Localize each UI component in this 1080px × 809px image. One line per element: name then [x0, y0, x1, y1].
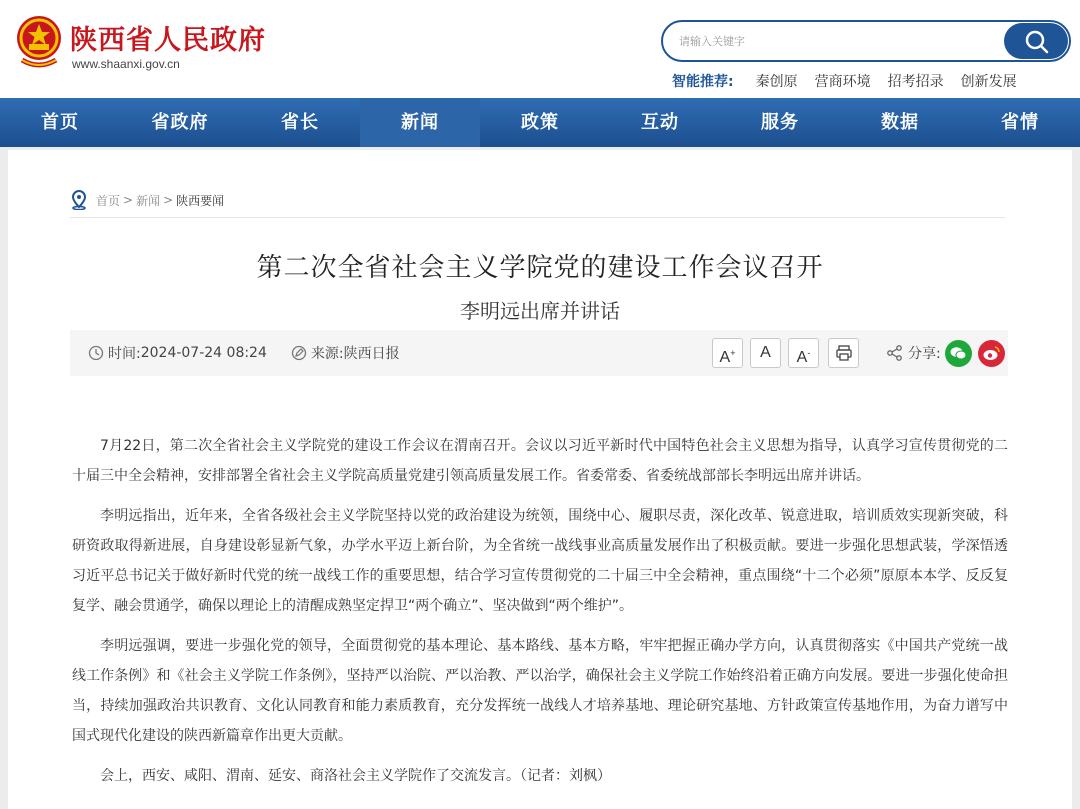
- breadcrumb-separator: >: [123, 193, 134, 207]
- article-body: [72, 431, 1008, 801]
- breadcrumb-home[interactable]: 首页: [96, 193, 121, 208]
- main-nav: [0, 98, 1080, 147]
- nav-item-home[interactable]: 首页: [41, 112, 79, 133]
- breadcrumb-news[interactable]: 新闻: [136, 193, 161, 208]
- source-icon: [291, 345, 307, 361]
- source-value: 陕西日报: [343, 346, 400, 362]
- article-meta: [88, 330, 400, 376]
- smart-recommend: [672, 71, 1034, 91]
- wechat-icon: [945, 340, 972, 367]
- article-paragraph: 会上，西安、咸阳、渭南、延安、商洛社会主义学院作了交流发言。（记者：刘枫）: [100, 768, 611, 784]
- search-button[interactable]: [1004, 23, 1068, 59]
- nav-item-governor[interactable]: 省长: [281, 112, 319, 133]
- article-paragraph: 李明远指出，近年来，全省各级社会主义学院坚持以党的政治建设为统领，围绕中心、履职尽责，深化改革、锐意进取，培训质效实现新突破，科研资政取得新进展，自身建设彰显新气象，办学水平迈上新台阶，为全省统一战线事业高质量发展作出了积极贡献。要进一步强化思想武装，学深悟透习近平总书记关于做好新时代党的统一战线工作的重要思想，结合学习宣传贯彻党的二十届三中全会精神，重点围绕“十二个必须”原原本本学、反反复复学、融会贯通学，确保以理论上的清醒成熟坚定捍卫“两个确立”、坚决做到“两个维护”。: [72, 508, 1008, 614]
- smart-recommend-label: 智能推荐:: [672, 74, 734, 90]
- smart-item[interactable]: 招考招录: [887, 74, 944, 90]
- search-box: [661, 20, 1071, 62]
- smart-item[interactable]: 秦创原: [755, 74, 798, 90]
- time-label: 时间:: [108, 346, 141, 362]
- nav-item-news[interactable]: 新闻: [360, 98, 480, 147]
- search-icon: [1024, 29, 1050, 55]
- font-large-label: A: [719, 349, 731, 366]
- clock-icon: [88, 345, 104, 361]
- weibo-icon: [978, 340, 1005, 367]
- share-label: 分享:: [908, 346, 941, 362]
- article-paragraph: 7月22日，第二次全省社会主义学院党的建设工作会议在渭南召开。会议以习近平新时代中国特色社会主义思想为指导，认真学习宣传贯彻党的二十届三中全会精神，安排部署全省社会主义学院高质量党建引领高质量发展工作。省委常委、省委统战部部长李明远出席并讲话。: [72, 438, 1008, 484]
- nav-item-province-info[interactable]: 省情: [1001, 112, 1039, 133]
- print-button[interactable]: [828, 338, 859, 368]
- national-emblem-icon: [14, 14, 64, 72]
- source-label: 来源:: [310, 346, 344, 362]
- font-size-increase-button[interactable]: A+: [712, 338, 743, 368]
- nav-item-government[interactable]: 省政府: [151, 112, 209, 133]
- share-section: [886, 330, 1005, 376]
- font-normal-label: A: [760, 344, 771, 361]
- wechat-share-button[interactable]: [945, 340, 972, 367]
- font-size-reset-button[interactable]: [750, 338, 781, 368]
- site-header: [0, 0, 1080, 98]
- weibo-share-button[interactable]: [978, 340, 1005, 367]
- location-pin-icon: [70, 190, 88, 210]
- nav-item-data[interactable]: 数据: [881, 112, 919, 133]
- print-icon: [835, 344, 853, 362]
- breadcrumb-separator: >: [163, 193, 174, 207]
- nav-item-policy[interactable]: 政策: [521, 112, 559, 133]
- site-url[interactable]: www.shaanxi.gov.cn: [72, 57, 180, 71]
- font-small-label: A: [796, 349, 808, 366]
- article-paragraph: 李明远强调，要进一步强化党的领导，全面贯彻党的基本理论、基本路线、基本方略，牢牢把握正确办学方向，认真贯彻落实《中国共产党统一战线工作条例》和《社会主义学院工作条例》，坚持严以治院、严以治教、严以治学，确保社会主义学院工作始终沿着正确方向发展。要进一步强化使命担当，持续加强政治共识教育、文化认同教育和能力素质教育，充分发挥统一战线人才培养基地、理论研究基地、方针政策宣传基地作用，为奋力谱写中国式现代化建设的陕西新篇章作出更大贡献。: [72, 638, 1008, 744]
- article-meta-bar: [70, 330, 1008, 376]
- smart-item[interactable]: 营商环境: [814, 74, 871, 90]
- nav-item-interaction[interactable]: 互动: [641, 112, 679, 133]
- site-name[interactable]: 陕西省人民政府: [70, 25, 266, 56]
- breadcrumb: [70, 190, 224, 210]
- search-input[interactable]: [679, 31, 999, 51]
- article-title: 第二次全省社会主义学院党的建设工作会议召开: [256, 253, 824, 283]
- article-subtitle: 李明远出席并讲话: [460, 299, 620, 323]
- time-value: 2024-07-24 08:24: [140, 345, 267, 361]
- font-size-decrease-button[interactable]: A-: [788, 338, 819, 368]
- breadcrumb-current[interactable]: 陕西要闻: [176, 193, 225, 208]
- smart-item[interactable]: 创新发展: [960, 74, 1017, 90]
- divider: [70, 217, 1005, 218]
- article-container: [8, 150, 1072, 809]
- nav-item-service[interactable]: 服务: [761, 112, 799, 133]
- share-icon: [886, 344, 904, 362]
